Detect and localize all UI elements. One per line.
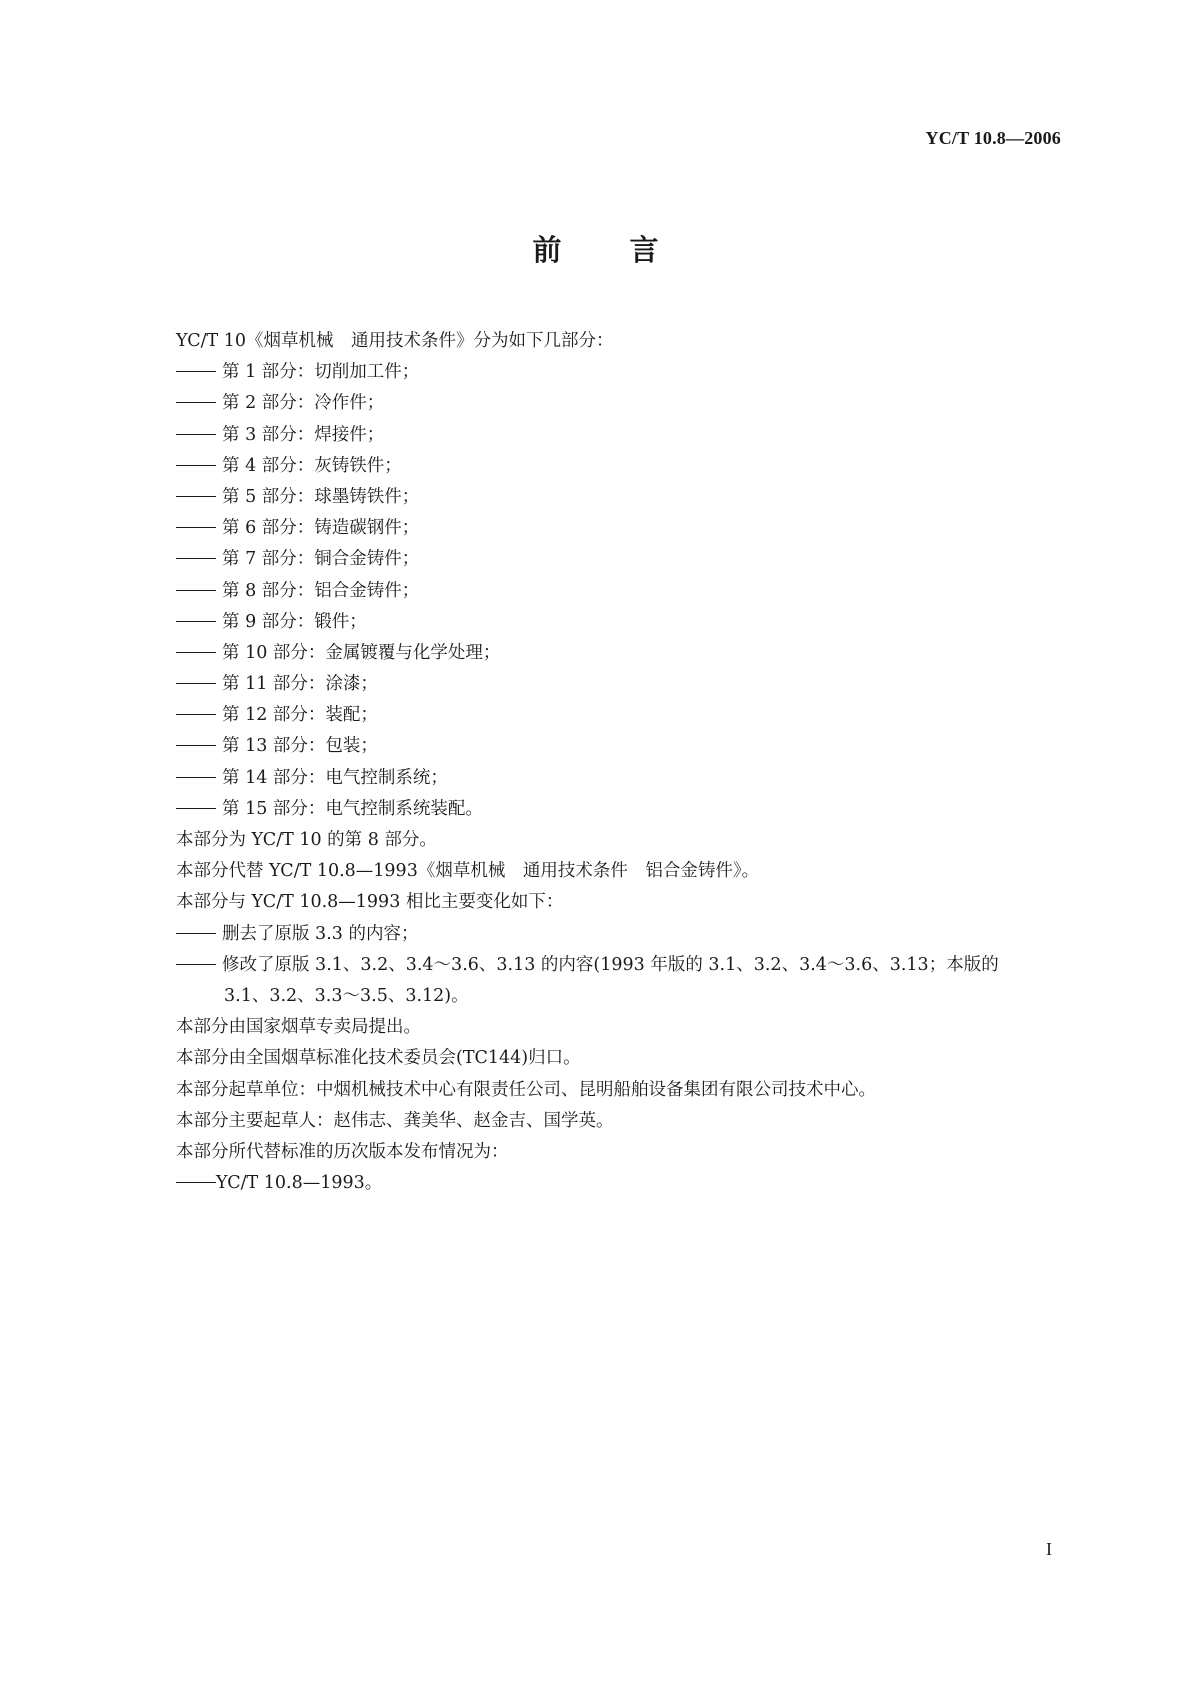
list-item: 第 8 部分：铝合金铸件； [176,576,1066,607]
list-item: 第 15 部分：电气控制系统装配。 [176,794,1066,825]
dash-icon [176,714,216,715]
list-item: 第 13 部分：包装； [176,731,1066,762]
changes-paragraph: 本部分与 YC/T 10.8—1993 相比主要变化如下： [176,892,564,913]
list-item: 删去了原版 3.3 的内容； [176,919,1066,950]
dash-icon [176,402,216,403]
page-title: 前 言 [532,233,659,267]
dash-icon [176,933,216,934]
list-item-continuation: 3.1、3.2、3.3～3.5、3.12)。 [224,985,469,1006]
dash-icon [176,745,216,746]
intro-paragraph: YC/T 10《烟草机械 通用技术条件》分为如下几部分： [176,331,614,351]
standard-code: YC/T 10.8—2006 [925,128,1061,148]
proposed-paragraph: 本部分由国家烟草专卖局提出。 [176,1017,421,1038]
list-item: 第 3 部分：焊接件； [176,420,1066,451]
dash-icon [176,496,216,497]
dash-icon [176,1182,216,1183]
dash-icon [176,621,216,622]
page-number: I [1046,1539,1052,1559]
list-item: 第 10 部分：金属镀覆与化学处理； [176,638,1066,669]
dash-icon [176,808,216,809]
list-item: 第 6 部分：铸造碳钢件； [176,513,1066,544]
part-paragraph: 本部分为 YC/T 10 的第 8 部分。 [176,830,437,850]
list-item: 第 11 部分：涂漆； [176,669,1066,700]
dash-icon [176,558,216,559]
list-item: 第 2 部分：冷作件； [176,388,1066,419]
drafting-units-paragraph: 本部分起草单位：中烟机械技术中心有限责任公司、昆明船舶设备集团有限公司技术中心。 [176,1079,876,1100]
centralized-paragraph: 本部分由全国烟草标准化技术委员会(TC144)归口。 [176,1048,581,1069]
dash-icon [176,371,216,372]
list-item: 第 1 部分：切削加工件； [176,357,1066,388]
list-item: 修改了原版 3.1、3.2、3.4～3.6、3.13 的内容(1993 年版的 3.1、3.2、3.4～3.6、3.13；本版的 [176,950,1066,981]
dash-icon [176,777,216,778]
dash-icon [176,652,216,653]
foreword-body [176,326,1066,1199]
list-item: 第 5 部分：球墨铸铁件； [176,482,1066,513]
list-item: 第 12 部分：装配； [176,700,1066,731]
dash-icon [176,465,216,466]
history-paragraph: 本部分所代替标准的历次版本发布情况为： [176,1141,509,1162]
list-item: 第 14 部分：电气控制系统； [176,763,1066,794]
replace-paragraph: 本部分代替 YC/T 10.8—1993《烟草机械 通用技术条件 铝合金铸件》。 [176,861,760,882]
list-item: 第 4 部分：灰铸铁件； [176,451,1066,482]
drafters-paragraph: 本部分主要起草人：赵伟志、龚美华、赵金吉、国学英。 [176,1110,614,1131]
dash-icon [176,434,216,435]
list-item: YC/T 10.8—1993。 [176,1168,1066,1199]
dash-icon [176,590,216,591]
dash-icon [176,964,216,965]
dash-icon [176,527,216,528]
dash-icon [176,683,216,684]
list-item: 第 9 部分：锻件； [176,607,1066,638]
list-item: 第 7 部分：铜合金铸件； [176,544,1066,575]
